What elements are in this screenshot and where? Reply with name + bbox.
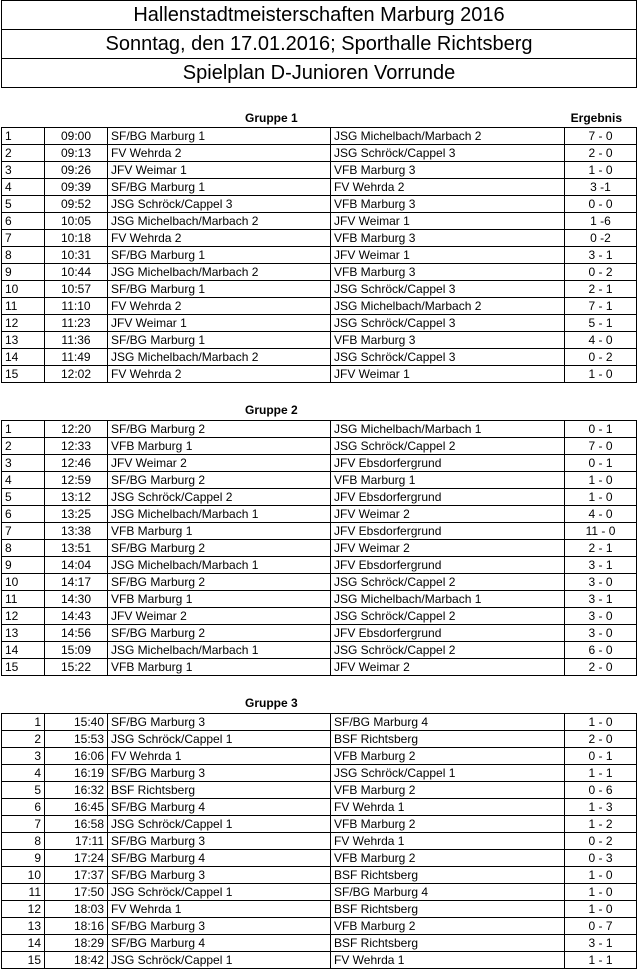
match-row (2, 625, 637, 642)
kickoff-time: 16:58 (45, 816, 108, 833)
match-row (2, 833, 637, 850)
match-row (2, 574, 637, 591)
home-team: FV Wehrda 1 (108, 901, 331, 918)
match-row (2, 489, 637, 506)
kickoff-time: 18:42 (45, 952, 108, 969)
match-result: 0 - 6 (565, 782, 637, 799)
match-row (2, 608, 637, 625)
match-number: 6 (2, 506, 45, 523)
match-result: 3 - 1 (565, 557, 637, 574)
kickoff-time: 09:00 (45, 128, 108, 145)
away-team: BSF Richtsberg (331, 901, 565, 918)
home-team: JSG Schröck/Cappel 1 (108, 731, 331, 748)
group-1-table (1, 127, 637, 383)
home-team: FV Wehrda 2 (108, 298, 331, 315)
match-row (2, 901, 637, 918)
match-result: 7 - 0 (565, 438, 637, 455)
kickoff-time: 10:05 (45, 213, 108, 230)
match-result: 1 - 2 (565, 816, 637, 833)
match-result: 0 - 0 (565, 196, 637, 213)
match-row (2, 179, 637, 196)
match-result: 0 - 2 (565, 833, 637, 850)
match-number: 10 (2, 867, 45, 884)
kickoff-time: 17:50 (45, 884, 108, 901)
kickoff-time: 11:10 (45, 298, 108, 315)
home-team: SF/BG Marburg 1 (108, 332, 331, 349)
group-2-table (1, 420, 637, 676)
kickoff-time: 09:26 (45, 162, 108, 179)
away-team: BSF Richtsberg (331, 935, 565, 952)
home-team: SF/BG Marburg 3 (108, 833, 331, 850)
match-row (2, 952, 637, 969)
match-result: 1 - 3 (565, 799, 637, 816)
kickoff-time: 11:49 (45, 349, 108, 366)
match-row (2, 591, 637, 608)
match-result: 0 - 2 (565, 349, 637, 366)
away-team: JSG Michelbach/Marbach 1 (331, 421, 565, 438)
away-team: JSG Schröck/Cappel 2 (331, 574, 565, 591)
match-row (2, 748, 637, 765)
away-team: JFV Weimar 2 (331, 506, 565, 523)
schedule-title: Spielplan D-Junioren Vorrunde (182, 62, 456, 84)
match-row (2, 867, 637, 884)
match-result: 0 - 1 (565, 455, 637, 472)
match-result: 11 - 0 (565, 523, 637, 540)
home-team: JFV Weimar 2 (108, 455, 331, 472)
match-number: 14 (2, 642, 45, 659)
home-team: SF/BG Marburg 1 (108, 281, 331, 298)
match-result: 3 - 1 (565, 247, 637, 264)
match-result: 2 - 1 (565, 281, 637, 298)
kickoff-time: 10:18 (45, 230, 108, 247)
away-team: JFV Ebsdorfergrund (331, 625, 565, 642)
away-team: JSG Schröck/Cappel 2 (331, 608, 565, 625)
kickoff-time: 16:32 (45, 782, 108, 799)
kickoff-time: 14:43 (45, 608, 108, 625)
home-team: VFB Marburg 1 (108, 438, 331, 455)
match-number: 1 (2, 714, 45, 731)
match-result: 3 - 1 (565, 935, 637, 952)
kickoff-time: 12:02 (45, 366, 108, 383)
group-3-heading (0, 696, 640, 712)
home-team: SF/BG Marburg 2 (108, 472, 331, 489)
away-team: JSG Schröck/Cappel 3 (331, 281, 565, 298)
match-result: 1 - 0 (565, 714, 637, 731)
away-team: JSG Schröck/Cappel 2 (331, 642, 565, 659)
match-number: 2 (2, 731, 45, 748)
match-number: 11 (2, 298, 45, 315)
away-team: JSG Michelbach/Marbach 2 (331, 128, 565, 145)
match-result: 0 - 1 (565, 748, 637, 765)
home-team: JSG Michelbach/Marbach 1 (108, 506, 331, 523)
home-team: SF/BG Marburg 4 (108, 935, 331, 952)
match-result: 0 - 1 (565, 421, 637, 438)
away-team: VFB Marburg 2 (331, 782, 565, 799)
away-team: FV Wehrda 1 (331, 799, 565, 816)
match-result: 5 - 1 (565, 315, 637, 332)
match-row (2, 298, 637, 315)
match-row (2, 264, 637, 281)
match-result: 3 -1 (565, 179, 637, 196)
match-result: 1 - 0 (565, 867, 637, 884)
match-number: 12 (2, 608, 45, 625)
match-row (2, 506, 637, 523)
away-team: VFB Marburg 2 (331, 850, 565, 867)
match-result: 1 - 1 (565, 952, 637, 969)
match-result: 3 - 1 (565, 591, 637, 608)
away-team: VFB Marburg 3 (331, 162, 565, 179)
home-team: JSG Schröck/Cappel 1 (108, 952, 331, 969)
match-row (2, 230, 637, 247)
match-number: 2 (2, 438, 45, 455)
home-team: JSG Schröck/Cappel 2 (108, 489, 331, 506)
match-number: 13 (2, 625, 45, 642)
match-number: 1 (2, 421, 45, 438)
kickoff-time: 09:13 (45, 145, 108, 162)
home-team: JSG Michelbach/Marbach 2 (108, 264, 331, 281)
match-row (2, 659, 637, 676)
home-team: SF/BG Marburg 3 (108, 867, 331, 884)
home-team: FV Wehrda 1 (108, 748, 331, 765)
match-number: 7 (2, 816, 45, 833)
home-team: SF/BG Marburg 4 (108, 850, 331, 867)
kickoff-time: 17:37 (45, 867, 108, 884)
match-result: 3 - 0 (565, 608, 637, 625)
match-result: 0 - 2 (565, 264, 637, 281)
match-row (2, 714, 637, 731)
match-row (2, 523, 637, 540)
home-team: JFV Weimar 1 (108, 315, 331, 332)
match-result: 4 - 0 (565, 506, 637, 523)
match-result: 1 - 1 (565, 765, 637, 782)
group-name: Gruppe 3 (245, 696, 298, 710)
match-row (2, 421, 637, 438)
away-team: JSG Schröck/Cappel 3 (331, 315, 565, 332)
match-number: 9 (2, 264, 45, 281)
match-number: 4 (2, 765, 45, 782)
match-row (2, 850, 637, 867)
match-row (2, 281, 637, 298)
kickoff-time: 09:52 (45, 196, 108, 213)
match-row (2, 540, 637, 557)
match-result: 3 - 0 (565, 625, 637, 642)
match-row (2, 642, 637, 659)
match-number: 3 (2, 748, 45, 765)
kickoff-time: 18:29 (45, 935, 108, 952)
away-team: JFV Weimar 1 (331, 213, 565, 230)
home-team: SF/BG Marburg 4 (108, 799, 331, 816)
match-result: 0 - 3 (565, 850, 637, 867)
home-team: SF/BG Marburg 2 (108, 625, 331, 642)
group-name: Gruppe 2 (245, 403, 298, 417)
match-row (2, 247, 637, 264)
home-team: SF/BG Marburg 1 (108, 128, 331, 145)
match-number: 8 (2, 247, 45, 264)
kickoff-time: 16:45 (45, 799, 108, 816)
home-team: JFV Weimar 2 (108, 608, 331, 625)
title-block (1, 0, 637, 88)
home-team: JFV Weimar 1 (108, 162, 331, 179)
kickoff-time: 15:53 (45, 731, 108, 748)
away-team: SF/BG Marburg 4 (331, 884, 565, 901)
away-team: VFB Marburg 3 (331, 264, 565, 281)
home-team: SF/BG Marburg 3 (108, 918, 331, 935)
group-1-heading (0, 111, 640, 127)
match-number: 14 (2, 349, 45, 366)
match-number: 13 (2, 332, 45, 349)
group-2-heading (0, 403, 640, 419)
match-row (2, 315, 637, 332)
kickoff-time: 09:39 (45, 179, 108, 196)
match-row (2, 799, 637, 816)
match-number: 5 (2, 782, 45, 799)
match-row (2, 366, 637, 383)
match-result: 1 - 0 (565, 366, 637, 383)
match-row (2, 332, 637, 349)
kickoff-time: 12:33 (45, 438, 108, 455)
match-row (2, 455, 637, 472)
home-team: JSG Michelbach/Marbach 1 (108, 557, 331, 574)
away-team: VFB Marburg 2 (331, 816, 565, 833)
kickoff-time: 14:56 (45, 625, 108, 642)
match-result: 0 -2 (565, 230, 637, 247)
result-column-label: Ergebnis (570, 111, 622, 125)
away-team: JSG Michelbach/Marbach 1 (331, 591, 565, 608)
away-team: FV Wehrda 1 (331, 833, 565, 850)
away-team: VFB Marburg 3 (331, 230, 565, 247)
home-team: SF/BG Marburg 3 (108, 765, 331, 782)
match-row (2, 731, 637, 748)
match-result: 4 - 0 (565, 332, 637, 349)
away-team: JFV Ebsdorfergrund (331, 489, 565, 506)
away-team: VFB Marburg 3 (331, 332, 565, 349)
home-team: VFB Marburg 1 (108, 659, 331, 676)
away-team: BSF Richtsberg (331, 731, 565, 748)
kickoff-time: 18:03 (45, 901, 108, 918)
away-team: JSG Michelbach/Marbach 2 (331, 298, 565, 315)
home-team: FV Wehrda 2 (108, 145, 331, 162)
kickoff-time: 16:06 (45, 748, 108, 765)
match-number: 9 (2, 850, 45, 867)
match-number: 7 (2, 523, 45, 540)
match-row (2, 935, 637, 952)
match-row (2, 162, 637, 179)
home-team: JSG Schröck/Cappel 3 (108, 196, 331, 213)
kickoff-time: 18:16 (45, 918, 108, 935)
kickoff-time: 15:22 (45, 659, 108, 676)
match-number: 8 (2, 833, 45, 850)
home-team: BSF Richtsberg (108, 782, 331, 799)
group-3-table (1, 713, 637, 969)
match-number: 15 (2, 952, 45, 969)
match-result: 3 - 0 (565, 574, 637, 591)
match-row (2, 145, 637, 162)
away-team: JFV Weimar 1 (331, 247, 565, 264)
match-result: 2 - 0 (565, 145, 637, 162)
away-team: JSG Schröck/Cappel 2 (331, 438, 565, 455)
match-number: 10 (2, 281, 45, 298)
home-team: JSG Michelbach/Marbach 2 (108, 213, 331, 230)
match-number: 6 (2, 799, 45, 816)
away-team: VFB Marburg 2 (331, 748, 565, 765)
kickoff-time: 11:36 (45, 332, 108, 349)
match-row (2, 884, 637, 901)
away-team: JSG Schröck/Cappel 1 (331, 765, 565, 782)
match-row (2, 438, 637, 455)
match-number: 8 (2, 540, 45, 557)
match-row (2, 918, 637, 935)
match-number: 4 (2, 179, 45, 196)
match-number: 12 (2, 901, 45, 918)
match-number: 3 (2, 162, 45, 179)
match-result: 2 - 0 (565, 731, 637, 748)
away-team: VFB Marburg 3 (331, 196, 565, 213)
match-row (2, 472, 637, 489)
match-result: 2 - 0 (565, 659, 637, 676)
kickoff-time: 14:04 (45, 557, 108, 574)
match-number: 5 (2, 196, 45, 213)
away-team: JSG Schröck/Cappel 3 (331, 349, 565, 366)
home-team: SF/BG Marburg 2 (108, 574, 331, 591)
kickoff-time: 17:24 (45, 850, 108, 867)
home-team: SF/BG Marburg 1 (108, 179, 331, 196)
home-team: JSG Michelbach/Marbach 2 (108, 349, 331, 366)
match-result: 7 - 0 (565, 128, 637, 145)
match-row (2, 349, 637, 366)
match-number: 2 (2, 145, 45, 162)
kickoff-time: 16:19 (45, 765, 108, 782)
match-result: 6 - 0 (565, 642, 637, 659)
home-team: SF/BG Marburg 1 (108, 247, 331, 264)
kickoff-time: 13:25 (45, 506, 108, 523)
kickoff-time: 17:11 (45, 833, 108, 850)
match-number: 5 (2, 489, 45, 506)
match-number: 6 (2, 213, 45, 230)
home-team: SF/BG Marburg 2 (108, 540, 331, 557)
match-number: 9 (2, 557, 45, 574)
match-number: 3 (2, 455, 45, 472)
match-number: 12 (2, 315, 45, 332)
match-result: 1 - 0 (565, 162, 637, 179)
kickoff-time: 13:38 (45, 523, 108, 540)
match-result: 1 - 0 (565, 884, 637, 901)
match-row (2, 213, 637, 230)
match-number: 14 (2, 935, 45, 952)
away-team: BSF Richtsberg (331, 867, 565, 884)
match-row (2, 196, 637, 213)
kickoff-time: 15:40 (45, 714, 108, 731)
kickoff-time: 12:20 (45, 421, 108, 438)
match-row (2, 816, 637, 833)
away-team: SF/BG Marburg 4 (331, 714, 565, 731)
home-team: FV Wehrda 2 (108, 366, 331, 383)
match-number: 15 (2, 366, 45, 383)
match-number: 1 (2, 128, 45, 145)
home-team: FV Wehrda 2 (108, 230, 331, 247)
home-team: JSG Schröck/Cappel 1 (108, 816, 331, 833)
match-number: 11 (2, 591, 45, 608)
match-number: 13 (2, 918, 45, 935)
away-team: JFV Weimar 2 (331, 540, 565, 557)
match-result: 1 - 0 (565, 489, 637, 506)
home-team: VFB Marburg 1 (108, 523, 331, 540)
event-title: Hallenstadtmeisterschaften Marburg 2016 (2, 1, 636, 30)
away-team: FV Wehrda 2 (331, 179, 565, 196)
kickoff-time: 14:30 (45, 591, 108, 608)
match-result: 1 -6 (565, 213, 637, 230)
kickoff-time: 13:51 (45, 540, 108, 557)
kickoff-time: 15:09 (45, 642, 108, 659)
kickoff-time: 10:31 (45, 247, 108, 264)
match-number: 4 (2, 472, 45, 489)
match-number: 11 (2, 884, 45, 901)
kickoff-time: 13:12 (45, 489, 108, 506)
away-team: JFV Weimar 1 (331, 366, 565, 383)
match-number: 10 (2, 574, 45, 591)
kickoff-time: 11:23 (45, 315, 108, 332)
kickoff-time: 12:46 (45, 455, 108, 472)
match-result: 1 - 0 (565, 472, 637, 489)
match-number: 15 (2, 659, 45, 676)
match-row (2, 128, 637, 145)
match-result: 7 - 1 (565, 298, 637, 315)
home-team: SF/BG Marburg 3 (108, 714, 331, 731)
home-team: SF/BG Marburg 2 (108, 421, 331, 438)
match-row (2, 782, 637, 799)
home-team: VFB Marburg 1 (108, 591, 331, 608)
match-row (2, 765, 637, 782)
kickoff-time: 14:17 (45, 574, 108, 591)
match-result: 1 - 0 (565, 901, 637, 918)
group-name: Gruppe 1 (245, 111, 298, 125)
away-team: VFB Marburg 1 (331, 472, 565, 489)
kickoff-time: 10:57 (45, 281, 108, 298)
away-team: JFV Weimar 2 (331, 659, 565, 676)
kickoff-time: 12:59 (45, 472, 108, 489)
away-team: VFB Marburg 2 (331, 918, 565, 935)
match-result: 2 - 1 (565, 540, 637, 557)
away-team: JSG Schröck/Cappel 3 (331, 145, 565, 162)
away-team: JFV Ebsdorfergrund (331, 455, 565, 472)
away-team: FV Wehrda 1 (331, 952, 565, 969)
event-date-venue: Sonntag, den 17.01.2016; Sporthalle Richtsberg (2, 30, 636, 59)
away-team: JFV Ebsdorfergrund (331, 557, 565, 574)
home-team: JSG Michelbach/Marbach 1 (108, 642, 331, 659)
match-number: 7 (2, 230, 45, 247)
match-result: 0 - 7 (565, 918, 637, 935)
away-team: JFV Ebsdorfergrund (331, 523, 565, 540)
match-row (2, 557, 637, 574)
home-team: JSG Schröck/Cappel 1 (108, 884, 331, 901)
kickoff-time: 10:44 (45, 264, 108, 281)
